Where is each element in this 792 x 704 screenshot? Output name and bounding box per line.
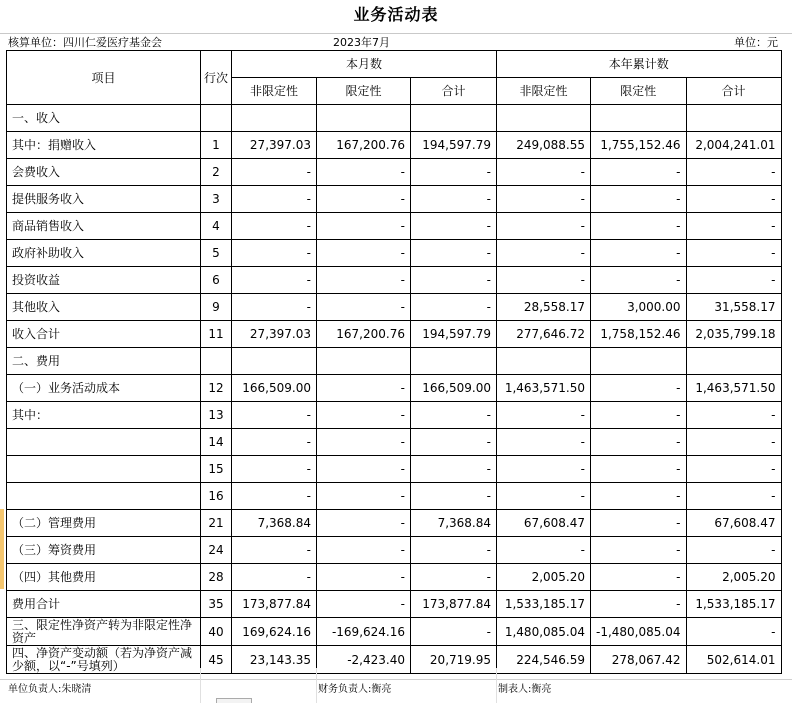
- cell-ytd-restricted[interactable]: -: [591, 159, 687, 186]
- cell-month-total[interactable]: [411, 105, 497, 132]
- cell-ytd-unrestricted[interactable]: -: [497, 267, 591, 294]
- accounting-unit: 核算单位：四川仁爱医疗基金会: [8, 36, 162, 49]
- header-this-month[interactable]: 本月数: [232, 51, 497, 78]
- header-ytd-restricted[interactable]: 限定性: [591, 78, 687, 105]
- report-period: 2023年7月: [333, 36, 390, 49]
- cell-month-restricted[interactable]: -: [317, 456, 411, 483]
- cell-month-restricted[interactable]: -: [317, 483, 411, 510]
- row-line-number[interactable]: 14: [201, 429, 232, 456]
- cell-ytd-restricted[interactable]: -: [591, 537, 687, 564]
- header-ytd-total[interactable]: 合计: [686, 78, 781, 105]
- cell-ytd-restricted[interactable]: -: [591, 429, 687, 456]
- row-line-number[interactable]: 4: [201, 213, 232, 240]
- cell-ytd-restricted[interactable]: 3,000.00: [591, 294, 687, 321]
- cell-ytd-total[interactable]: -: [686, 213, 781, 240]
- table-row: [7, 375, 782, 402]
- cell-month-total[interactable]: -: [411, 429, 497, 456]
- row-item-label[interactable]: [7, 456, 201, 483]
- unit-head-signature: 单位负责人:朱晓清: [8, 684, 92, 695]
- cell-ytd-restricted[interactable]: -: [591, 267, 687, 294]
- table-row: [7, 240, 782, 267]
- table-row: [7, 591, 782, 618]
- cell-ytd-total[interactable]: 2,005.20: [686, 564, 781, 591]
- row-line-number[interactable]: 16: [201, 483, 232, 510]
- header-line-no[interactable]: 行次: [201, 51, 232, 105]
- row-line-number[interactable]: 21: [201, 510, 232, 537]
- row-line-number[interactable]: 15: [201, 456, 232, 483]
- table-row: [7, 402, 782, 429]
- cell-month-unrestricted[interactable]: 173,877.84: [232, 591, 317, 618]
- cell-month-total[interactable]: -: [411, 456, 497, 483]
- cell-month-restricted[interactable]: -: [317, 294, 411, 321]
- table-row: [7, 537, 782, 564]
- header-month-unrestricted[interactable]: 非限定性: [232, 78, 317, 105]
- cell-month-restricted[interactable]: -: [317, 510, 411, 537]
- cell-ytd-unrestricted[interactable]: -: [497, 213, 591, 240]
- row-line-number[interactable]: 35: [201, 591, 232, 618]
- cell-ytd-total[interactable]: 2,035,799.18: [686, 321, 781, 348]
- cell-month-total[interactable]: 7,368.84: [411, 510, 497, 537]
- cell-ytd-total[interactable]: 502,614.01: [686, 646, 781, 674]
- cell-ytd-unrestricted[interactable]: [497, 105, 591, 132]
- cell-month-restricted[interactable]: -: [317, 375, 411, 402]
- cell-ytd-restricted[interactable]: -: [591, 591, 687, 618]
- row-line-number[interactable]: 5: [201, 240, 232, 267]
- table-row: [7, 456, 782, 483]
- table-row: [7, 348, 782, 375]
- cell-ytd-unrestricted[interactable]: [497, 348, 591, 375]
- cell-month-restricted[interactable]: -: [317, 159, 411, 186]
- header-ytd-unrestricted[interactable]: 非限定性: [497, 78, 591, 105]
- cell-ytd-restricted[interactable]: -: [591, 186, 687, 213]
- cell-ytd-restricted[interactable]: -: [591, 456, 687, 483]
- table-row: [7, 186, 782, 213]
- cell-ytd-restricted[interactable]: [591, 348, 687, 375]
- currency-unit: 单位：元: [734, 36, 778, 49]
- cell-ytd-restricted[interactable]: -: [591, 483, 687, 510]
- cell-month-unrestricted[interactable]: -: [232, 159, 317, 186]
- cell-month-restricted[interactable]: -: [317, 564, 411, 591]
- cell-month-restricted[interactable]: -: [317, 429, 411, 456]
- cell-month-unrestricted[interactable]: 23,143.35: [232, 646, 317, 674]
- cell-month-restricted[interactable]: -: [317, 213, 411, 240]
- row-line-number[interactable]: 6: [201, 267, 232, 294]
- cell-month-unrestricted[interactable]: 27,397.03: [232, 132, 317, 159]
- cell-month-total[interactable]: -: [411, 618, 497, 646]
- preparer-signature: 制表人:衡亮: [498, 684, 552, 695]
- row-line-number[interactable]: 28: [201, 564, 232, 591]
- cell-ytd-total[interactable]: -: [686, 159, 781, 186]
- table-row: [7, 618, 782, 646]
- table-row: [7, 213, 782, 240]
- cell-ytd-unrestricted[interactable]: 249,088.55: [497, 132, 591, 159]
- cell-ytd-restricted[interactable]: -1,480,085.04: [591, 618, 687, 646]
- cell-month-restricted[interactable]: 167,200.76: [317, 321, 411, 348]
- cell-month-restricted[interactable]: -169,624.16: [317, 618, 411, 646]
- cell-ytd-unrestricted[interactable]: -: [497, 402, 591, 429]
- cell-month-restricted[interactable]: -: [317, 186, 411, 213]
- cell-month-restricted[interactable]: -2,423.40: [317, 646, 411, 674]
- cell-month-restricted[interactable]: -: [317, 537, 411, 564]
- table-row: [7, 646, 782, 674]
- cell-ytd-restricted[interactable]: -: [591, 240, 687, 267]
- row-item-label[interactable]: 投资收益: [7, 267, 201, 294]
- table-row: [7, 429, 782, 456]
- table-row: [7, 510, 782, 537]
- cell-month-unrestricted[interactable]: -: [232, 402, 317, 429]
- cell-ytd-total[interactable]: -: [686, 456, 781, 483]
- row-selection-indicator: [0, 509, 4, 589]
- report-title: 业务活动表: [353, 5, 439, 24]
- cell-ytd-unrestricted[interactable]: 28,558.17: [497, 294, 591, 321]
- header-item[interactable]: 项目: [7, 51, 201, 105]
- cell-ytd-restricted[interactable]: 1,755,152.46: [591, 132, 687, 159]
- cell-month-unrestricted[interactable]: -: [232, 429, 317, 456]
- row-item-label[interactable]: 会费收入: [7, 159, 201, 186]
- cell-ytd-unrestricted[interactable]: 277,646.72: [497, 321, 591, 348]
- cell-ytd-total[interactable]: [686, 348, 781, 375]
- cell-ytd-unrestricted[interactable]: -: [497, 429, 591, 456]
- header-month-total[interactable]: 合计: [411, 78, 497, 105]
- row-item-label[interactable]: （四）其他费用: [7, 564, 201, 591]
- row-item-label[interactable]: （二）管理费用: [7, 510, 201, 537]
- cell-month-restricted[interactable]: 167,200.76: [317, 132, 411, 159]
- signature-footer: [0, 679, 792, 704]
- row-item-label[interactable]: 费用合计: [7, 591, 201, 618]
- table-row: [7, 294, 782, 321]
- cell-ytd-restricted[interactable]: -: [591, 564, 687, 591]
- report-meta: [0, 33, 792, 51]
- cell-ytd-total[interactable]: -: [686, 618, 781, 646]
- row-line-number[interactable]: 11: [201, 321, 232, 348]
- cell-ytd-unrestricted[interactable]: -: [497, 240, 591, 267]
- cell-month-unrestricted[interactable]: -: [232, 456, 317, 483]
- row-line-number[interactable]: 9: [201, 294, 232, 321]
- cell-month-unrestricted[interactable]: 169,624.16: [232, 618, 317, 646]
- cell-ytd-unrestricted[interactable]: 67,608.47: [497, 510, 591, 537]
- row-line-number[interactable]: 1: [201, 132, 232, 159]
- cell-ytd-restricted[interactable]: -: [591, 375, 687, 402]
- cell-month-unrestricted[interactable]: -: [232, 240, 317, 267]
- cell-month-total[interactable]: 173,877.84: [411, 591, 497, 618]
- cell-ytd-restricted[interactable]: [591, 105, 687, 132]
- table-row: [7, 483, 782, 510]
- cell-month-unrestricted[interactable]: 166,509.00: [232, 375, 317, 402]
- cell-ytd-total[interactable]: -: [686, 267, 781, 294]
- row-item-label[interactable]: 四、净资产变动额（若为净资产减少额，以“-”号填列）: [7, 646, 201, 674]
- table-row: [7, 321, 782, 348]
- cell-month-restricted[interactable]: -: [317, 591, 411, 618]
- cell-ytd-restricted[interactable]: -: [591, 213, 687, 240]
- cell-month-unrestricted[interactable]: 27,397.03: [232, 321, 317, 348]
- cell-ytd-total[interactable]: -: [686, 402, 781, 429]
- row-item-label[interactable]: 其他收入: [7, 294, 201, 321]
- cell-month-unrestricted[interactable]: -: [232, 294, 317, 321]
- cell-month-total[interactable]: -: [411, 537, 497, 564]
- row-line-number[interactable]: [201, 348, 232, 375]
- row-line-number[interactable]: 40: [201, 618, 232, 646]
- cell-ytd-unrestricted[interactable]: 1,463,571.50: [497, 375, 591, 402]
- cell-month-unrestricted[interactable]: -: [232, 537, 317, 564]
- row-item-label[interactable]: （一）业务活动成本: [7, 375, 201, 402]
- cell-ytd-unrestricted[interactable]: 1,533,185.17: [497, 591, 591, 618]
- cell-ytd-total[interactable]: -: [686, 537, 781, 564]
- cell-ytd-restricted[interactable]: 278,067.42: [591, 646, 687, 674]
- cell-ytd-total[interactable]: 1,533,185.17: [686, 591, 781, 618]
- header-month-restricted[interactable]: 限定性: [317, 78, 411, 105]
- cell-ytd-unrestricted[interactable]: -: [497, 186, 591, 213]
- cell-month-unrestricted[interactable]: 7,368.84: [232, 510, 317, 537]
- cell-month-total[interactable]: -: [411, 483, 497, 510]
- row-line-number[interactable]: 45: [201, 646, 232, 674]
- cell-ytd-total[interactable]: 2,004,241.01: [686, 132, 781, 159]
- cell-ytd-unrestricted[interactable]: 2,005.20: [497, 564, 591, 591]
- table-row: [7, 132, 782, 159]
- cell-ytd-restricted[interactable]: -: [591, 402, 687, 429]
- cell-month-total[interactable]: [411, 348, 497, 375]
- cell-ytd-total[interactable]: [686, 105, 781, 132]
- cell-month-restricted[interactable]: [317, 105, 411, 132]
- row-line-number[interactable]: 24: [201, 537, 232, 564]
- cell-ytd-total[interactable]: 67,608.47: [686, 510, 781, 537]
- cell-month-total[interactable]: 194,597.79: [411, 321, 497, 348]
- cell-month-total[interactable]: 166,509.00: [411, 375, 497, 402]
- cell-ytd-unrestricted[interactable]: -: [497, 483, 591, 510]
- cell-month-restricted[interactable]: -: [317, 267, 411, 294]
- cell-month-total[interactable]: -: [411, 294, 497, 321]
- table-row: [7, 105, 782, 132]
- header-row-1: [7, 51, 782, 78]
- row-item-label[interactable]: 三、限定性净资产转为非限定性净资产: [7, 618, 201, 646]
- row-line-number[interactable]: 12: [201, 375, 232, 402]
- cell-ytd-total[interactable]: -: [686, 429, 781, 456]
- row-line-number[interactable]: 3: [201, 186, 232, 213]
- table-row: [7, 564, 782, 591]
- cell-month-restricted[interactable]: -: [317, 402, 411, 429]
- cell-ytd-total[interactable]: -: [686, 483, 781, 510]
- row-item-label[interactable]: 其中：捐赠收入: [7, 132, 201, 159]
- cell-month-total[interactable]: 20,719.95: [411, 646, 497, 674]
- row-item-label[interactable]: [7, 429, 201, 456]
- cell-month-total[interactable]: -: [411, 213, 497, 240]
- cell-month-unrestricted[interactable]: -: [232, 267, 317, 294]
- cell-month-unrestricted[interactable]: -: [232, 186, 317, 213]
- row-item-label[interactable]: 商品销售收入: [7, 213, 201, 240]
- cell-ytd-restricted[interactable]: 1,758,152.46: [591, 321, 687, 348]
- cell-ytd-total[interactable]: -: [686, 240, 781, 267]
- cell-month-total[interactable]: -: [411, 159, 497, 186]
- cell-month-total[interactable]: -: [411, 186, 497, 213]
- table-row: [7, 159, 782, 186]
- row-item-label[interactable]: [7, 483, 201, 510]
- table-row: [7, 267, 782, 294]
- row-item-label[interactable]: 其中：: [7, 402, 201, 429]
- cell-month-restricted[interactable]: -: [317, 240, 411, 267]
- cell-ytd-unrestricted[interactable]: 224,546.59: [497, 646, 591, 674]
- cell-month-restricted[interactable]: [317, 348, 411, 375]
- activity-table: [6, 50, 782, 674]
- cell-ytd-unrestricted[interactable]: -: [497, 456, 591, 483]
- cell-ytd-total[interactable]: 1,463,571.50: [686, 375, 781, 402]
- cell-ytd-restricted[interactable]: -: [591, 510, 687, 537]
- cell-month-total[interactable]: -: [411, 240, 497, 267]
- cell-month-unrestricted[interactable]: [232, 105, 317, 132]
- row-line-number[interactable]: 2: [201, 159, 232, 186]
- row-line-number[interactable]: [201, 105, 232, 132]
- cell-ytd-unrestricted[interactable]: -: [497, 537, 591, 564]
- cell-ytd-unrestricted[interactable]: 1,480,085.04: [497, 618, 591, 646]
- cell-month-total[interactable]: -: [411, 267, 497, 294]
- cell-month-total[interactable]: 194,597.79: [411, 132, 497, 159]
- cell-month-unrestricted[interactable]: -: [232, 564, 317, 591]
- row-item-label[interactable]: 提供服务收入: [7, 186, 201, 213]
- row-item-label[interactable]: 收入合计: [7, 321, 201, 348]
- cell-ytd-total[interactable]: -: [686, 186, 781, 213]
- row-item-label[interactable]: 政府补助收入: [7, 240, 201, 267]
- cell-month-unrestricted[interactable]: [232, 348, 317, 375]
- cell-month-unrestricted[interactable]: -: [232, 483, 317, 510]
- cell-ytd-unrestricted[interactable]: -: [497, 159, 591, 186]
- cell-month-total[interactable]: -: [411, 564, 497, 591]
- header-ytd[interactable]: 本年累计数: [497, 51, 782, 78]
- row-line-number[interactable]: 13: [201, 402, 232, 429]
- cell-ytd-total[interactable]: 31,558.17: [686, 294, 781, 321]
- row-item-label[interactable]: 一、收入: [7, 105, 201, 132]
- finance-head-signature: 财务负责人:衡亮: [318, 684, 392, 695]
- row-item-label[interactable]: 二、费用: [7, 348, 201, 375]
- cell-month-total[interactable]: -: [411, 402, 497, 429]
- cell-month-unrestricted[interactable]: -: [232, 213, 317, 240]
- row-item-label[interactable]: （三）筹资费用: [7, 537, 201, 564]
